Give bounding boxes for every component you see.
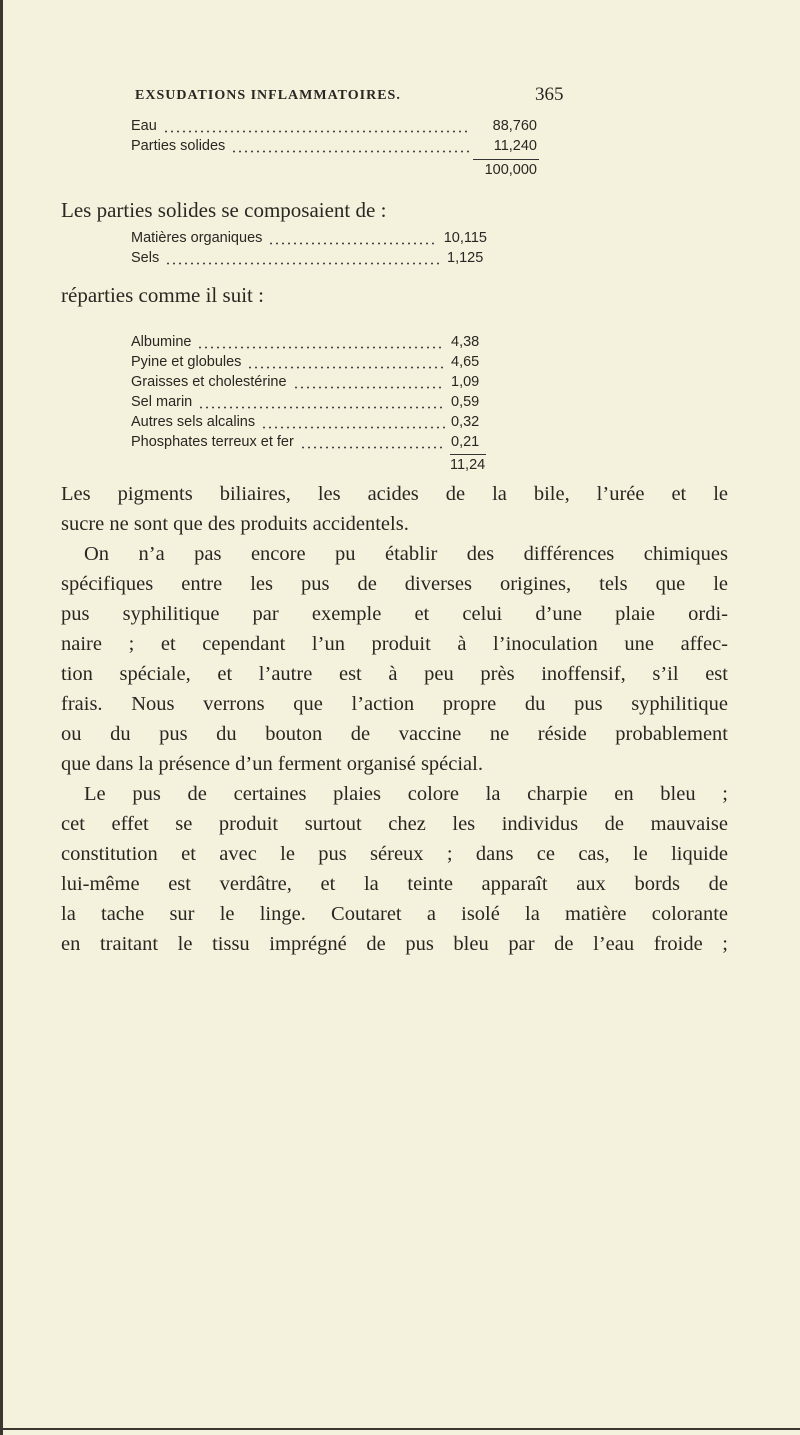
row-label: Sels [131,250,160,266]
intro-text: Les parties solides se composaient de : [61,198,387,222]
body-line: ou du pus du bouton de vaccine ne réside probablement [61,723,728,745]
row-value: 10,115 [443,230,487,246]
leader-dots [247,366,445,369]
total-value: 11,24 [450,457,486,473]
table3-row [131,414,485,434]
table3-row [131,394,485,414]
row-label: Phosphates terreux et fer [131,434,294,450]
row-value: 4,38 [451,334,480,350]
row-label: Matières organiques [131,230,263,246]
body-line: sucre ne sont que des produits accidentels. [61,513,409,535]
row-value: 0,21 [451,434,480,450]
row-label: Graisses et cholestérine [131,374,287,390]
row-value: 1,125 [447,250,484,266]
leader-dots [198,406,445,409]
leader-dots [300,446,445,449]
table2-row [131,250,487,270]
row-label: Pyine et globules [131,354,242,370]
row-label: Parties solides [131,138,226,154]
row-value: 0,32 [451,414,480,430]
row-label: Autres sels alcalins [131,414,256,430]
table3-row [131,434,485,454]
row-value: 88,760 [492,118,537,134]
table1-row [131,118,537,138]
body-line: pus syphilitique par exemple et celui d’une plaie ordi- [61,603,728,625]
leader-dots [268,242,437,245]
sum-rule [473,159,539,160]
leader-dots [261,426,445,429]
row-label: Eau [131,118,157,134]
row-value: 0,59 [451,394,480,410]
body-line: en traitant le tissu imprégné de pus bleu par de l’eau froide ; [61,933,728,955]
body-line: cet effet se produit surtout chez les individus de mauvaise [61,813,728,835]
leader-dots [231,150,469,153]
leader-dots [197,346,445,349]
row-value: 1,09 [451,374,480,390]
table2-row [131,230,487,250]
body-line: lui-même est verdâtre, et la teinte apparaît aux bords de [61,873,728,895]
table3-row [131,374,485,394]
body-line: Les pigments biliaires, les acides de la bile, l’urée et le [61,483,728,505]
table1-row [131,138,537,158]
row-value: 4,65 [451,354,480,370]
intro-text: réparties comme il suit : [61,283,264,307]
body-line: frais. Nous verrons que l’action propre du pus syphilitique [61,693,728,715]
table3-total [450,457,490,477]
body-line: que dans la présence d’un ferment organisé spécial. [61,753,483,775]
row-value: 11,240 [493,138,537,154]
total-value: 100,000 [484,162,537,178]
row-label: Albumine [131,334,192,350]
body-line: naire ; et cependant l’un produit à l’inoculation une affec- [61,633,728,655]
body-line: tion spéciale, et l’autre est à peu près inoffensif, s’il est [61,663,728,685]
body-line: spécifiques entre les pus de diverses origines, tels que le [61,573,728,595]
body-line: Le pus de certaines plaies colore la charpie en bleu ; [84,783,728,805]
row-label: Sel marin [131,394,193,410]
leader-dots [293,386,445,389]
page-left-edge [0,0,3,1435]
page-bottom-edge [0,1428,800,1430]
running-title: EXSUDATIONS INFLAMMATOIRES. [135,88,401,103]
body-line: la tache sur le linge. Coutaret a isolé la matière colorante [61,903,728,925]
body-line: On n’a pas encore pu établir des différences chimiques [84,543,728,565]
table3-row [131,354,485,374]
leader-dots [165,262,441,265]
page-number: 365 [535,84,564,105]
sum-rule [450,454,486,455]
leader-dots [163,130,469,133]
body-line: constitution et avec le pus séreux ; dans ce cas, le liquide [61,843,728,865]
table3-row [131,334,485,354]
table1-total [460,162,537,182]
